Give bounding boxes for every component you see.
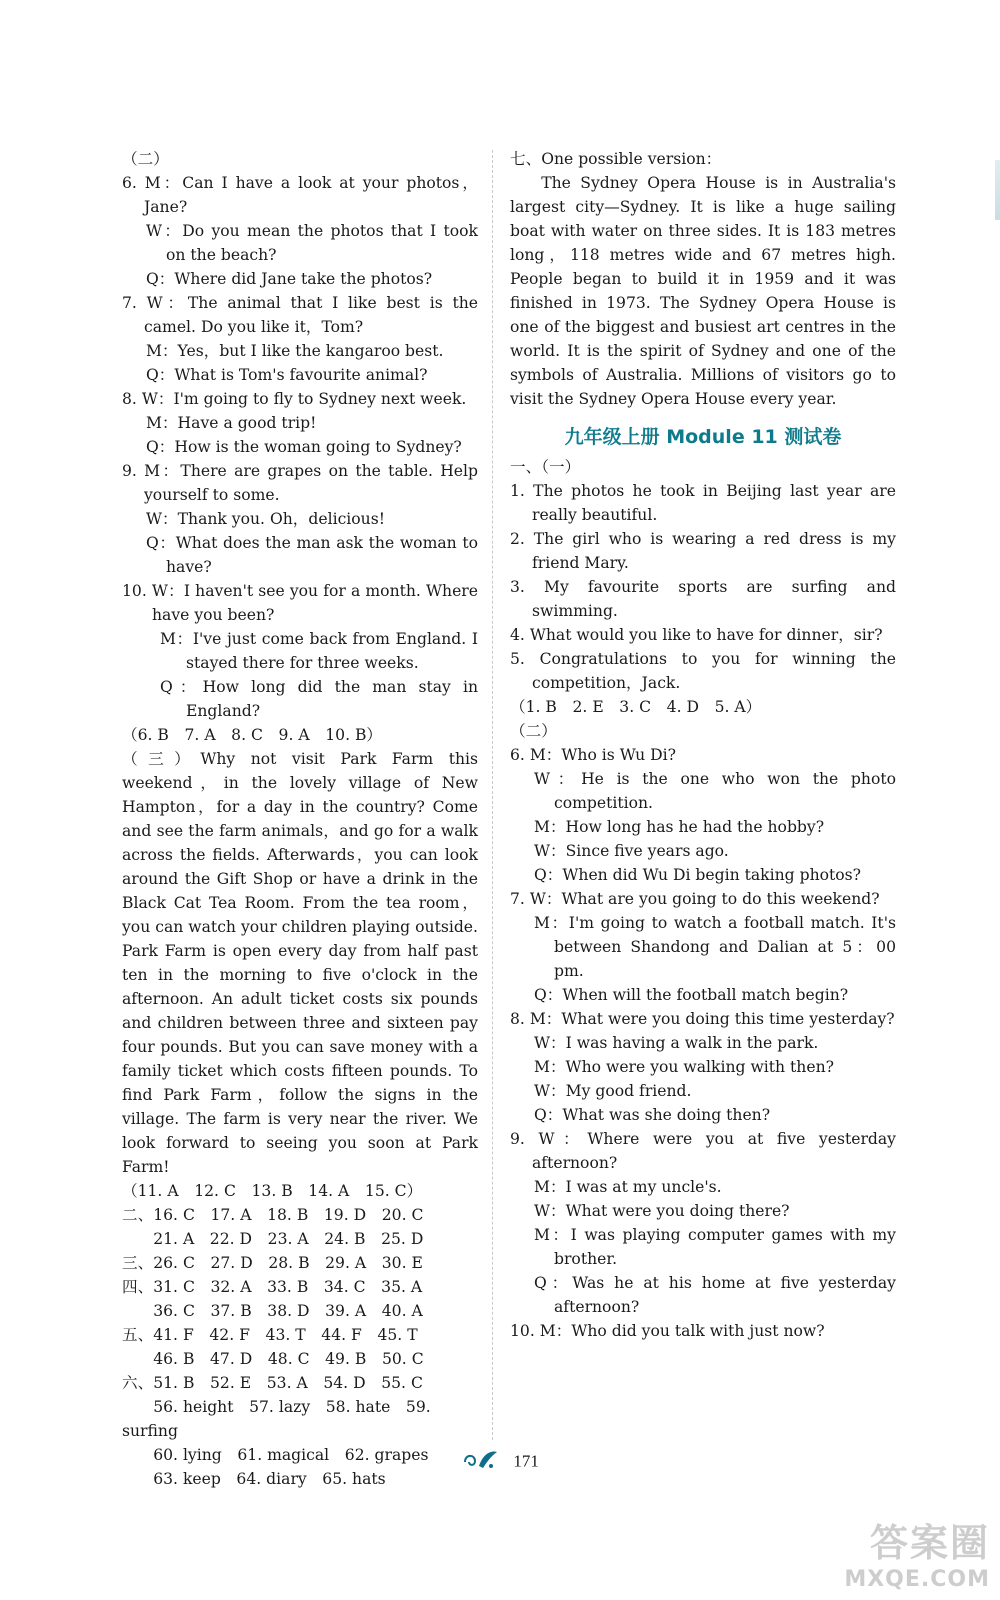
text-line: 9. M：There are grapes on the table. Help yourself to some. xyxy=(122,462,478,504)
text-line: W：He is the one who won the photo competition. xyxy=(534,770,896,812)
text-line: （11. A 12. C 13. B 14. A 15. C） xyxy=(122,1182,423,1200)
text-line: Q：Where did Jane take the photos? xyxy=(146,270,433,288)
text-line: 四、31. C 32. A 33. B 34. C 35. A xyxy=(122,1278,423,1296)
text-line: 2. The girl who is wearing a red dress is my friend Mary. xyxy=(510,530,896,572)
text-line: Q：How is the woman going to Sydney? xyxy=(146,438,462,456)
text-line: （6. B 7. A 8. C 9. A 10. B） xyxy=(122,726,383,744)
text-line: M：Yes，but I like the kangaroo best. xyxy=(146,342,444,360)
text-line: 三、26. C 27. D 28. B 29. A 30. E xyxy=(122,1254,423,1272)
text-line: M：Who were you walking with then? xyxy=(534,1058,834,1076)
page-number: 171 xyxy=(513,1451,539,1471)
right-column xyxy=(510,147,896,1343)
text-line: W：Since five years ago. xyxy=(534,842,729,860)
text-line: 5. Congratulations to you for winning the competition，Jack. xyxy=(510,650,896,692)
left-column xyxy=(122,147,478,1491)
text-line: W：I was having a walk in the park. xyxy=(534,1034,819,1052)
swirl-logo-icon xyxy=(461,1448,501,1477)
text-line: 二、16. C 17. A 18. B 19. D 20. C xyxy=(122,1206,424,1224)
text-line: M：How long has he had the hobby? xyxy=(534,818,825,836)
text-line: 8. W：I'm going to fly to Sydney next week. xyxy=(122,390,467,408)
watermark-url: MXQE.COM xyxy=(844,1567,990,1592)
text-line: M：I was playing computer games with my brother. xyxy=(534,1226,896,1268)
text-line: 60. lying 61. magical 62. grapes xyxy=(122,1446,429,1464)
watermark xyxy=(844,1512,990,1592)
text-line: 4. What would you like to have for dinner，sir? xyxy=(510,626,883,644)
text-line: W：Do you mean the photos that I took on the beach? xyxy=(146,222,478,264)
text-line: 1. The photos he took in Beijing last year are really beautiful. xyxy=(510,482,896,524)
text-line: （二） xyxy=(510,722,557,740)
text-line: （二） xyxy=(122,150,169,168)
text-line: 10. M：Who did you talk with just now? xyxy=(510,1322,825,1340)
text-line: 七、One possible version： xyxy=(510,150,722,168)
text-line: 10. W：I haven't see you for a month. Where have you been? xyxy=(122,582,478,624)
text-line: 8. M：What were you doing this time yesterday? xyxy=(510,1010,895,1028)
text-line: 9. W：Where were you at five yesterday afternoon? xyxy=(510,1130,896,1172)
text-line: （1. B 2. E 3. C 4. D 5. A） xyxy=(510,698,762,716)
text-line: Q：How long did the man stay in England? xyxy=(160,678,478,720)
column-divider xyxy=(492,150,493,1440)
text-line: Q：Was he at his home at five yesterday afternoon? xyxy=(534,1274,896,1316)
text-line: 46. B 47. D 48. C 49. B 50. C xyxy=(122,1350,424,1368)
text-line: 7. W：What are you going to do this weekend? xyxy=(510,890,880,908)
page-edge-mark xyxy=(995,160,1000,220)
text-line: 6. M：Who is Wu Di? xyxy=(510,746,677,764)
text-line: 36. C 37. B 38. D 39. A 40. A xyxy=(122,1302,423,1320)
text-line: W：Thank you. Oh，delicious! xyxy=(146,510,385,528)
page-footer xyxy=(0,1448,1000,1477)
text-line: （三）Why not visit Park Farm this weekend，in the lovely village of New Hampton，for a day in the country? Come and see the farm animals，and go for a walk across the fields. Afterwards，you can look around the Gift Shop or have a drink in the Black Cat Tea Room. From the tea room，you can watch your children playing outside. Park Farm is open every day from half past ten in the morning to five o'clock in the afternoon. An adult ticket costs six pounds and children between three and sixteen pay four pounds. But you can save money with a family ticket which costs fifteen pounds. To find Park Farm，follow the signs in the village. The farm is very near the river. We look forward to seeing you soon at Park Farm! xyxy=(122,750,478,1176)
text-line: M：I'm going to watch a football match. It's between Shandong and Dalian at 5：00 pm. xyxy=(534,914,896,980)
text-line: M：I've just come back from England. I stayed there for three weeks. xyxy=(160,630,478,672)
text-line: W：My good friend. xyxy=(534,1082,692,1100)
text-line: The Sydney Opera House is in Australia's largest city—Sydney. It is like a huge sailing boat with water on three sides. It is 183 metres long，118 metres wide and 67 metres high. People began to build it in 1959 and it was finished in 1973. The Sydney Opera House is one of the biggest and busiest art centres in the world. It is the spirit of Sydney and one of the symbols of Australia. Millions of visitors go to visit the Sydney Opera House every year. xyxy=(510,174,896,408)
text-line: 56. height 57. lazy 58. hate 59. surfing xyxy=(122,1398,431,1440)
text-line: 6. M：Can I have a look at your photos，Jane? xyxy=(122,174,478,216)
text-line: Q：What was she doing then? xyxy=(534,1106,771,1124)
text-line: 五、41. F 42. F 43. T 44. F 45. T xyxy=(122,1326,418,1344)
text-line: M：Have a good trip! xyxy=(146,414,317,432)
watermark-text: 答案圈 xyxy=(869,1521,990,1565)
text-line: Q：When did Wu Di begin taking photos? xyxy=(534,866,862,884)
text-line: 一、（一） xyxy=(510,458,581,476)
section-title: 九年级上册 Module 11 测试卷 xyxy=(564,426,842,448)
text-line: Q：When will the football match begin? xyxy=(534,986,849,1004)
text-line: 63. keep 64. diary 65. hats xyxy=(122,1470,386,1488)
text-line: Q：What is Tom's favourite animal? xyxy=(146,366,428,384)
text-line: M：I was at my uncle's. xyxy=(534,1178,722,1196)
text-line: 21. A 22. D 23. A 24. B 25. D xyxy=(122,1230,424,1248)
text-line: Q：What does the man ask the woman to have? xyxy=(146,534,478,576)
text-line: 7. W：The animal that I like best is the camel. Do you like it，Tom? xyxy=(122,294,478,336)
text-line: 3. My favourite sports are surfing and swimming. xyxy=(510,578,896,620)
text-line: 六、51. B 52. E 53. A 54. D 55. C xyxy=(122,1374,423,1392)
text-line: W：What were you doing there? xyxy=(534,1202,790,1220)
